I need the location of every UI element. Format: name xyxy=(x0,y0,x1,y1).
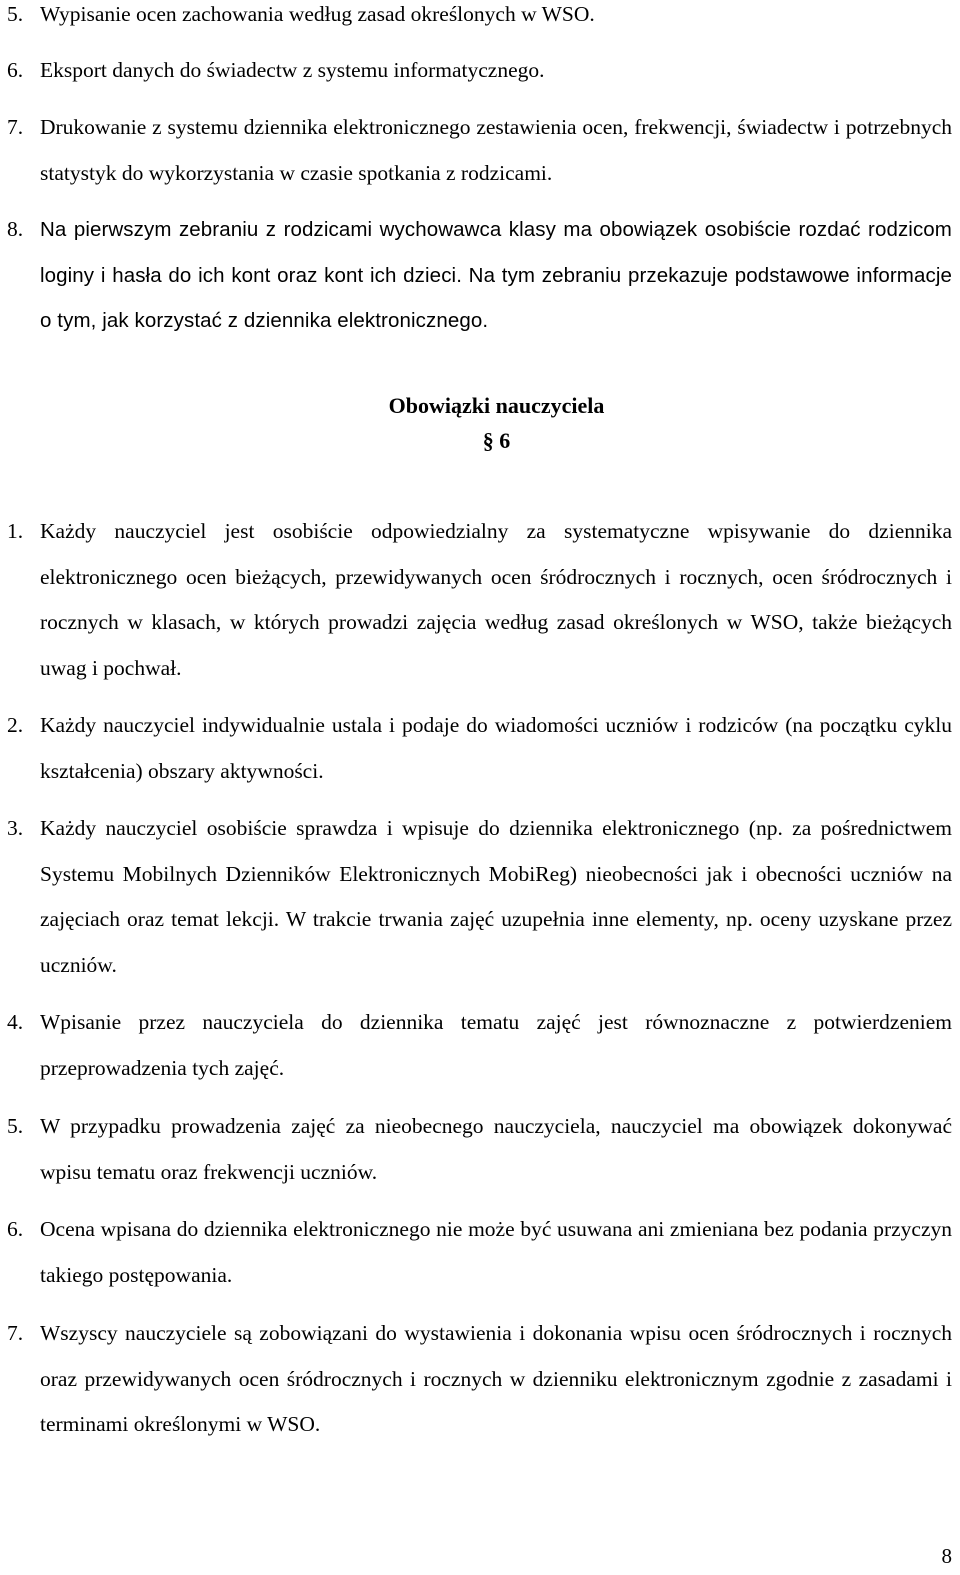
list-item-number: 7. xyxy=(7,115,24,139)
list-item xyxy=(7,1104,952,1195)
paragraph-mark: § 6 xyxy=(482,428,511,453)
list-item-number: 7. xyxy=(7,1321,24,1345)
list-item xyxy=(7,0,952,38)
list-item-number: 1. xyxy=(7,519,24,543)
list-item-text: Każdy nauczyciel osobiście sprawdza i wpisuje do dziennika elektronicznego (np. za pośrednictwem Systemu Mobilnych Dzienników Elektronicznych MobiReg) nieobecności jak i obecności uczniów na zajęciach oraz temat lekcji. W trakcie trwania zajęć uzupełnia inne elementy, np. oceny uzyskane przez uczniów. xyxy=(40,816,952,977)
list-item-text: Wszyscy nauczyciele są zobowiązani do wystawienia i dokonania wpisu ocen śródrocznych i rocznych oraz przewidywanych ocen śródrocznych i rocznych w dzienniku elektronicznym zgodnie z zasadami i terminami określonymi w WSO. xyxy=(40,1321,952,1436)
list-item-text: Ocena wpisana do dziennika elektronicznego nie może być usuwana ani zmieniana bez podania przyczyn takiego postępowania. xyxy=(40,1217,952,1287)
list-item xyxy=(7,806,952,988)
list-item-text: Wpisanie przez nauczyciela do dziennika tematu zajęć jest równoznaczne z potwierdzeniem przeprowadzenia tych zajęć. xyxy=(40,1010,952,1080)
list-item xyxy=(7,207,952,344)
section-title: Obowiązki nauczyciela xyxy=(388,393,605,418)
list-item-text: Wypisanie ocen zachowania według zasad określonych w WSO. xyxy=(40,2,595,26)
page-number: 8 xyxy=(941,1544,952,1568)
list-item-number: 3. xyxy=(7,816,24,840)
list-item-text: W przypadku prowadzenia zajęć za nieobecnego nauczyciela, nauczyciel ma obowiązek dokonywać wpisu tematu oraz frekwencji uczniów. xyxy=(40,1114,952,1184)
list-item-number: 5. xyxy=(7,1114,24,1138)
list-item-number: 6. xyxy=(7,1217,24,1241)
list-item xyxy=(7,1000,952,1091)
list-item xyxy=(7,509,952,691)
list-item-text: Eksport danych do świadectw z systemu informatycznego. xyxy=(40,58,545,82)
list-item-number: 5. xyxy=(7,2,24,26)
list-item xyxy=(7,105,952,196)
list-item xyxy=(7,1207,952,1298)
list-item-text: Na pierwszym zebraniu z rodzicami wychowawca klasy ma obowiązek osobiście rozdać rodzicom loginy i hasła do ich kont oraz kont ich dzieci. Na tym zebraniu przekazuje podstawowe informacje o tym, jak korzystać z dziennika elektronicznego. xyxy=(40,218,952,332)
list-item-number: 8. xyxy=(7,217,24,241)
list-item xyxy=(7,48,952,94)
list-item-text: Każdy nauczyciel indywidualnie ustala i podaje do wiadomości uczniów i rodziców (na początku cyklu kształcenia) obszary aktywności. xyxy=(40,713,952,783)
list-item-number: 6. xyxy=(7,58,24,82)
list-item-text: Każdy nauczyciel jest osobiście odpowiedzialny za systematyczne wpisywanie do dziennika elektronicznego ocen bieżących, przewidywanych ocen śródrocznych i rocznych, ocen śródrocznych i rocznych w klasach, w których prowadzi zajęcia według zasad określonych w WSO, także bieżących uwag i pochwał. xyxy=(40,519,952,680)
list-item xyxy=(7,1311,952,1448)
list-item-text: Drukowanie z systemu dziennika elektronicznego zestawienia ocen, frekwencji, świadectw i potrzebnych statystyk do wykorzystania w czasie spotkania z rodzicami. xyxy=(40,115,952,185)
list-item-number: 2. xyxy=(7,713,24,737)
list-item xyxy=(7,703,952,794)
list-item-number: 4. xyxy=(7,1010,24,1034)
